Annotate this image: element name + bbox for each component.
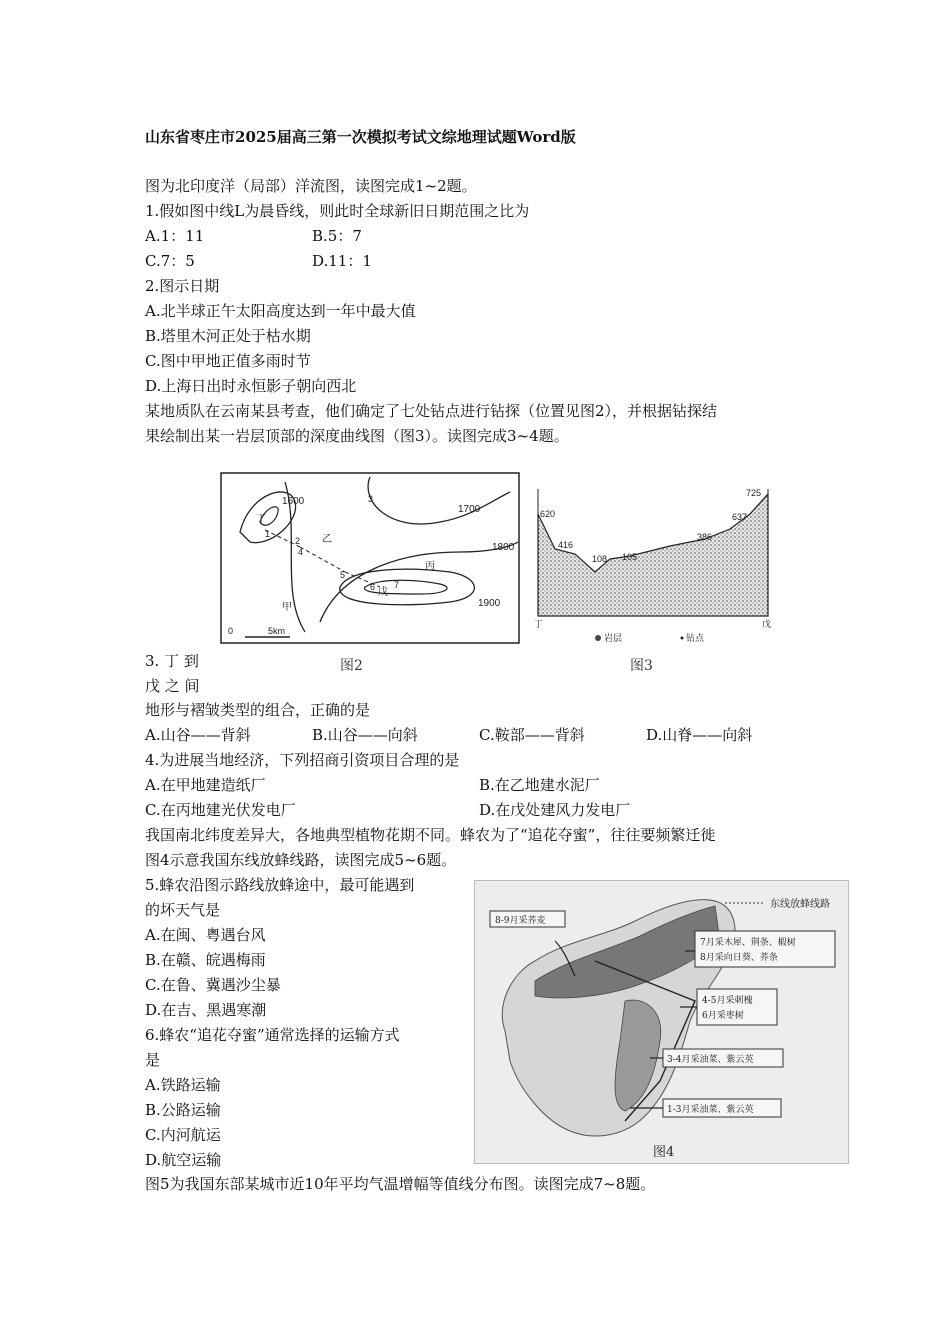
- q6-stem-line2: 是: [145, 1051, 161, 1069]
- drill-point-5: 5: [340, 570, 346, 580]
- depth-value-1: 620: [540, 509, 556, 519]
- fig4-legend-label: 东线放蜂线路: [770, 899, 830, 910]
- q5-stem-line1: 5.蜂农沿图示路线放蜂途中，最可能遇到: [145, 876, 415, 894]
- intro-q3-4-line1: 某地质队在云南某县考查，他们确定了七处钻点进行钻探（位置见图2），并根据钻探结: [145, 402, 718, 420]
- figure-2-caption: 图2: [340, 658, 363, 674]
- q6-option-b: B.公路运输: [145, 1101, 221, 1119]
- intro-q5-6-line2: 图4示意我国东线放蜂线路，读图完成5~6题。: [145, 851, 457, 869]
- q3-stem-part1: 3. 丁 到: [145, 652, 199, 670]
- q3-option-b: B.山谷——向斜: [312, 726, 418, 744]
- q4-option-a: A.在甲地建造纸厂: [145, 776, 266, 794]
- depth-value-3: 108: [592, 554, 608, 564]
- legend-point-label: 钻点: [686, 634, 705, 644]
- q2-option-a: A.北半球正午太阳高度达到一年中最大值: [145, 302, 416, 320]
- fig4-box5-label: 1-3月采油菜、紫云英: [667, 1105, 754, 1115]
- q4-option-d: D.在戊处建风力发电厂: [479, 801, 631, 819]
- place-label-wu: 戊: [378, 587, 388, 598]
- legend-layer-swatch: [595, 635, 601, 641]
- place-label-bing: 丙: [425, 561, 435, 572]
- contour-label-1900: 1900: [478, 598, 501, 609]
- place-label-yi: 乙: [322, 534, 332, 545]
- fig4-box2-line1: 7月采木犀、荆条、椴树: [700, 938, 796, 948]
- depth-value-7: 725: [746, 488, 762, 498]
- contour-label-1600: 1600: [282, 496, 305, 507]
- fig3-axis-left: 丁: [534, 619, 544, 629]
- depth-value-4: 105: [622, 552, 638, 562]
- q6-option-a: A.铁路运输: [145, 1076, 221, 1094]
- q1-option-c: C.7：5: [145, 252, 195, 270]
- q5-option-d: D.在吉、黑遇寒潮: [145, 1001, 267, 1019]
- drill-point-3: 3: [368, 494, 374, 504]
- q1-stem: 1.假如图中线L为晨昏线，则此时全球新旧日期范围之比为: [145, 202, 530, 220]
- q2-stem: 2.图示日期: [145, 277, 220, 295]
- legend-point-swatch: [681, 637, 684, 640]
- fig4-box1-label: 8-9月采荞麦: [495, 916, 546, 926]
- intro-q3-4-line2: 果绘制出某一岩层顶部的深度曲线图（图3）。读图完成3~4题。: [145, 427, 569, 445]
- fig2-origin-label: 0: [228, 626, 234, 636]
- fig4-box3-line1: 4-5月采刺槐: [702, 996, 753, 1006]
- q3-stem-part3: 地形与褶皱类型的组合，正确的是: [145, 701, 371, 719]
- drill-point-7: 7: [394, 580, 400, 590]
- fig4-box3-line2: 6月采枣树: [702, 1011, 744, 1021]
- figure-4-beekeeping-map: [474, 880, 849, 1164]
- intro-q5-6-line1: 我国南北纬度差异大，各地典型植物花期不同。蜂农为了“追花夺蜜”，往往要频繁迁徙: [145, 826, 716, 844]
- q1-option-b: B.5：7: [312, 227, 362, 245]
- q2-option-c: C.图中甲地正值多雨时节: [145, 352, 311, 370]
- q5-stem-line2: 的坏天气是: [145, 901, 221, 919]
- q4-option-b: B.在乙地建水泥厂: [479, 776, 600, 794]
- q3-option-c: C.鞍部——背斜: [479, 726, 585, 744]
- drill-point-6: 6: [370, 582, 376, 592]
- place-label-jia: 甲: [282, 602, 292, 613]
- q5-option-b: B.在赣、皖遇梅雨: [145, 951, 266, 969]
- fig3-axis-right: 戊: [762, 619, 772, 629]
- drill-point-1: 1: [265, 529, 271, 539]
- q3-option-a: A.山谷——背斜: [145, 726, 251, 744]
- q2-option-d: D.上海日出时永恒影子朝向西北: [145, 377, 357, 395]
- intro-q1-2: 图为北印度洋（局部）洋流图，读图完成1~2题。: [145, 177, 477, 195]
- drill-point-2: 2: [295, 536, 301, 546]
- figure-3-caption: 图3: [630, 658, 653, 674]
- contour-label-1800: 1800: [492, 542, 515, 553]
- q6-option-d: D.航空运输: [145, 1151, 222, 1169]
- q2-option-b: B.塔里木河正处于枯水期: [145, 327, 311, 345]
- q1-option-d: D.11：1: [312, 252, 372, 270]
- figure-4-caption: 图4: [653, 1145, 675, 1160]
- drill-point-4: 4: [298, 547, 304, 557]
- figure-3-depth-profile: [530, 484, 775, 654]
- q5-option-a: A.在闽、粤遇台风: [145, 926, 266, 944]
- document-title: 山东省枣庄市2025届高三第一次模拟考试文综地理试题Word版: [145, 128, 576, 146]
- depth-value-6: 637: [732, 512, 748, 522]
- q6-stem-line1: 6.蜂农“追花夺蜜”通常选择的运输方式: [145, 1026, 400, 1044]
- q6-option-c: C.内河航运: [145, 1126, 221, 1144]
- place-label-ding: 丁: [256, 514, 266, 525]
- q3-stem-part2: 戊 之 间: [145, 677, 200, 695]
- fig4-box4-label: 3-4月采油菜、紫云英: [667, 1055, 754, 1065]
- fig4-box2-line2: 8月采向日葵、荞条: [700, 953, 778, 963]
- contour-label-1700: 1700: [458, 504, 481, 515]
- q4-option-c: C.在丙地建光伏发电厂: [145, 801, 296, 819]
- q4-stem: 4.为进展当地经济，下列招商引资项目合理的是: [145, 751, 460, 769]
- legend-layer-label: 岩层: [604, 634, 623, 644]
- depth-value-2: 416: [558, 540, 574, 550]
- depth-value-5: 386: [697, 532, 713, 542]
- q5-option-c: C.在鲁、冀遇沙尘暴: [145, 976, 281, 994]
- figure-2-contour-map: [220, 472, 520, 652]
- fig2-scale-label: 5km: [268, 626, 286, 636]
- q1-option-a: A.1：11: [145, 227, 205, 245]
- q3-option-d: D.山脊——向斜: [646, 726, 753, 744]
- intro-q7-8: 图5为我国东部某城市近10年平均气温增幅等值线分布图。读图完成7~8题。: [145, 1175, 656, 1193]
